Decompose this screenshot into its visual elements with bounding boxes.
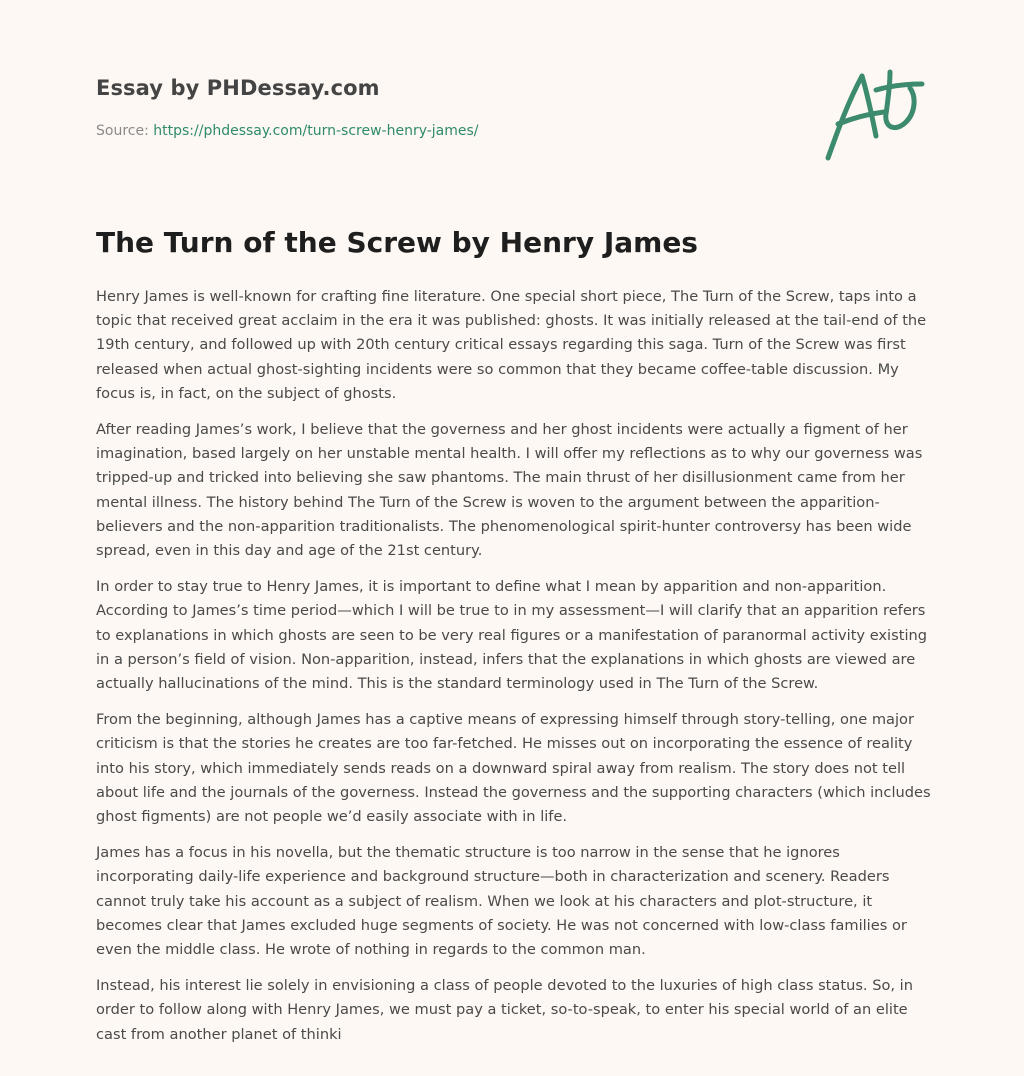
article-body bbox=[96, 285, 932, 1059]
source-line bbox=[96, 123, 479, 139]
article-paragraph: Henry James is well-known for crafting fine literature. One special short piece, The Turn of the Screw, taps into a topic that received great acclaim in the era it was published: ghosts. It was initially released at the tail-end of the 19th century, and followed up with 20th century critical essays regarding this saga. Turn of the Screw was first released when actual ghost-sighting incidents were so common that they became coffee-table discussion. My focus is, in fact, on the subject of ghosts. bbox=[96, 288, 927, 402]
article-paragraph: After reading James’s work, I believe that the governess and her ghost incidents were actually a figment of her imagination, based largely on her unstable mental health. I will offer my reflections as to why our governess was tripped-up and tricked into believing she saw phantoms. The main thrust of her disillusionment came from her mental illness. The history behind The Turn of the Screw is woven to the argument between the apparition-believers and the non-apparition traditionalists. The phenomenological spirit-hunter controversy has been wide spread, even in this day and age of the 21st century. bbox=[96, 421, 923, 560]
article-paragraph: Instead, his interest lie solely in envisioning a class of people devoted to the luxuries of high class status. So, in order to follow along with Henry James, we must pay a ticket, so-to-speak, to enter his special world of an elite cast from another planet of thinki bbox=[96, 977, 913, 1043]
article-paragraph: In order to stay true to Henry James, it is important to define what I mean by apparition and non-apparition. According to James’s time period—which I will be true to in my assessment—I will clarify that an apparition refers to explanations in which ghosts are seen to be very real figures or a manifestation of paranormal activity existing in a person’s field of vision. Non-apparition, instead, infers that the explanations in which ghosts are viewed are actually hallucinations of the mind. This is the standard terminology used in The Turn of the Screw. bbox=[96, 578, 928, 693]
article-paragraph: From the beginning, although James has a captive means of expressing himself through story-telling, one major criticism is that the stories he creates are too far-fetched. He misses out on incorporating the essence of reality into his story, which immediately sends reads on a downward spiral away from realism. The story does not tell about life and the journals of the governess. Instead the governess and the supporting characters (which includes ghost figments) are not people we’d easily associate with in life. bbox=[96, 711, 931, 826]
site-title: Essay by PHDessay.com bbox=[96, 76, 380, 100]
source-link[interactable]: https://phdessay.com/turn-screw-henry-james/ bbox=[153, 123, 479, 139]
a-plus-logo-icon bbox=[818, 66, 930, 166]
source-label: Source: bbox=[96, 123, 154, 139]
article-title: The Turn of the Screw by Henry James bbox=[96, 226, 698, 259]
article-paragraph: James has a focus in his novella, but the thematic structure is too narrow in the sense that he ignores incorporating daily-life experience and background structure—both in characterization and scenery. Readers cannot truly take his account as a subject of realism. When we look at his characters and plot-structure, it becomes clear that James excluded huge segments of society. He was not concerned with low-class families or even the middle class. He wrote of nothing in regards to the common man. bbox=[96, 844, 907, 959]
